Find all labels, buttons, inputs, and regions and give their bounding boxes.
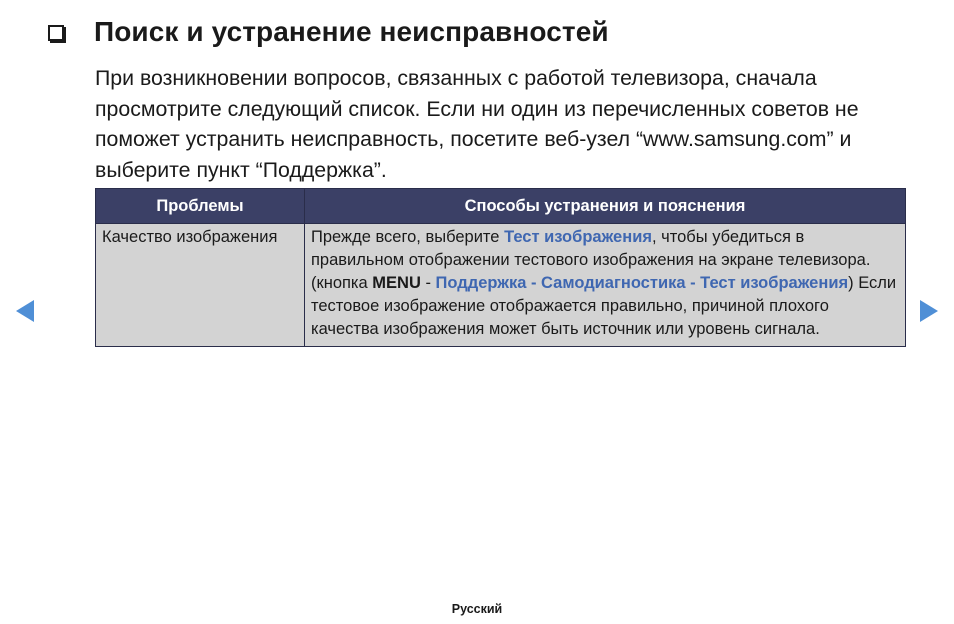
footer-language: Русский bbox=[451, 602, 503, 616]
column-header-problems: Проблемы bbox=[96, 189, 305, 224]
intro-paragraph: При возникновении вопросов, связанных с работой телевизора, сначала просмотрите следующий список. Если ни один из перечисленных советов не поможет устранить неисправность, посетите веб-узел “www.samsung.com” и выберите пункт “Поддержка”. bbox=[95, 66, 859, 182]
problem-cell: Качество изображения bbox=[96, 224, 305, 347]
solution-text: - bbox=[420, 274, 436, 292]
page-title: Поиск и устранение неисправностей bbox=[94, 16, 609, 47]
troubleshooting-table bbox=[95, 188, 906, 347]
table-header-row bbox=[96, 189, 906, 224]
solution-text: , чтобы убедиться в правильном отображении тестового изображения на экране телевизора. (кнопка bbox=[311, 228, 871, 292]
menu-key-label: MENU bbox=[372, 274, 421, 292]
solution-cell bbox=[305, 224, 906, 347]
column-header-solutions: Способы устранения и пояснения bbox=[305, 189, 906, 224]
table-row bbox=[96, 224, 906, 347]
triangle-right-icon[interactable] bbox=[920, 300, 938, 322]
support-self-diagnosis-path: Поддержка - Самодиагностика - Тест изображения bbox=[435, 274, 849, 292]
solution-text: ) Если тестовое изображение отображается правильно, причиной плохого качества изображения может быть источник или уровень сигнала. bbox=[311, 274, 897, 338]
picture-test-link: Тест изображения bbox=[504, 228, 652, 246]
triangle-left-icon[interactable] bbox=[16, 300, 34, 322]
checkbox-icon bbox=[48, 25, 64, 41]
solution-text: Прежде всего, выберите bbox=[311, 228, 505, 246]
section-heading bbox=[48, 14, 609, 50]
